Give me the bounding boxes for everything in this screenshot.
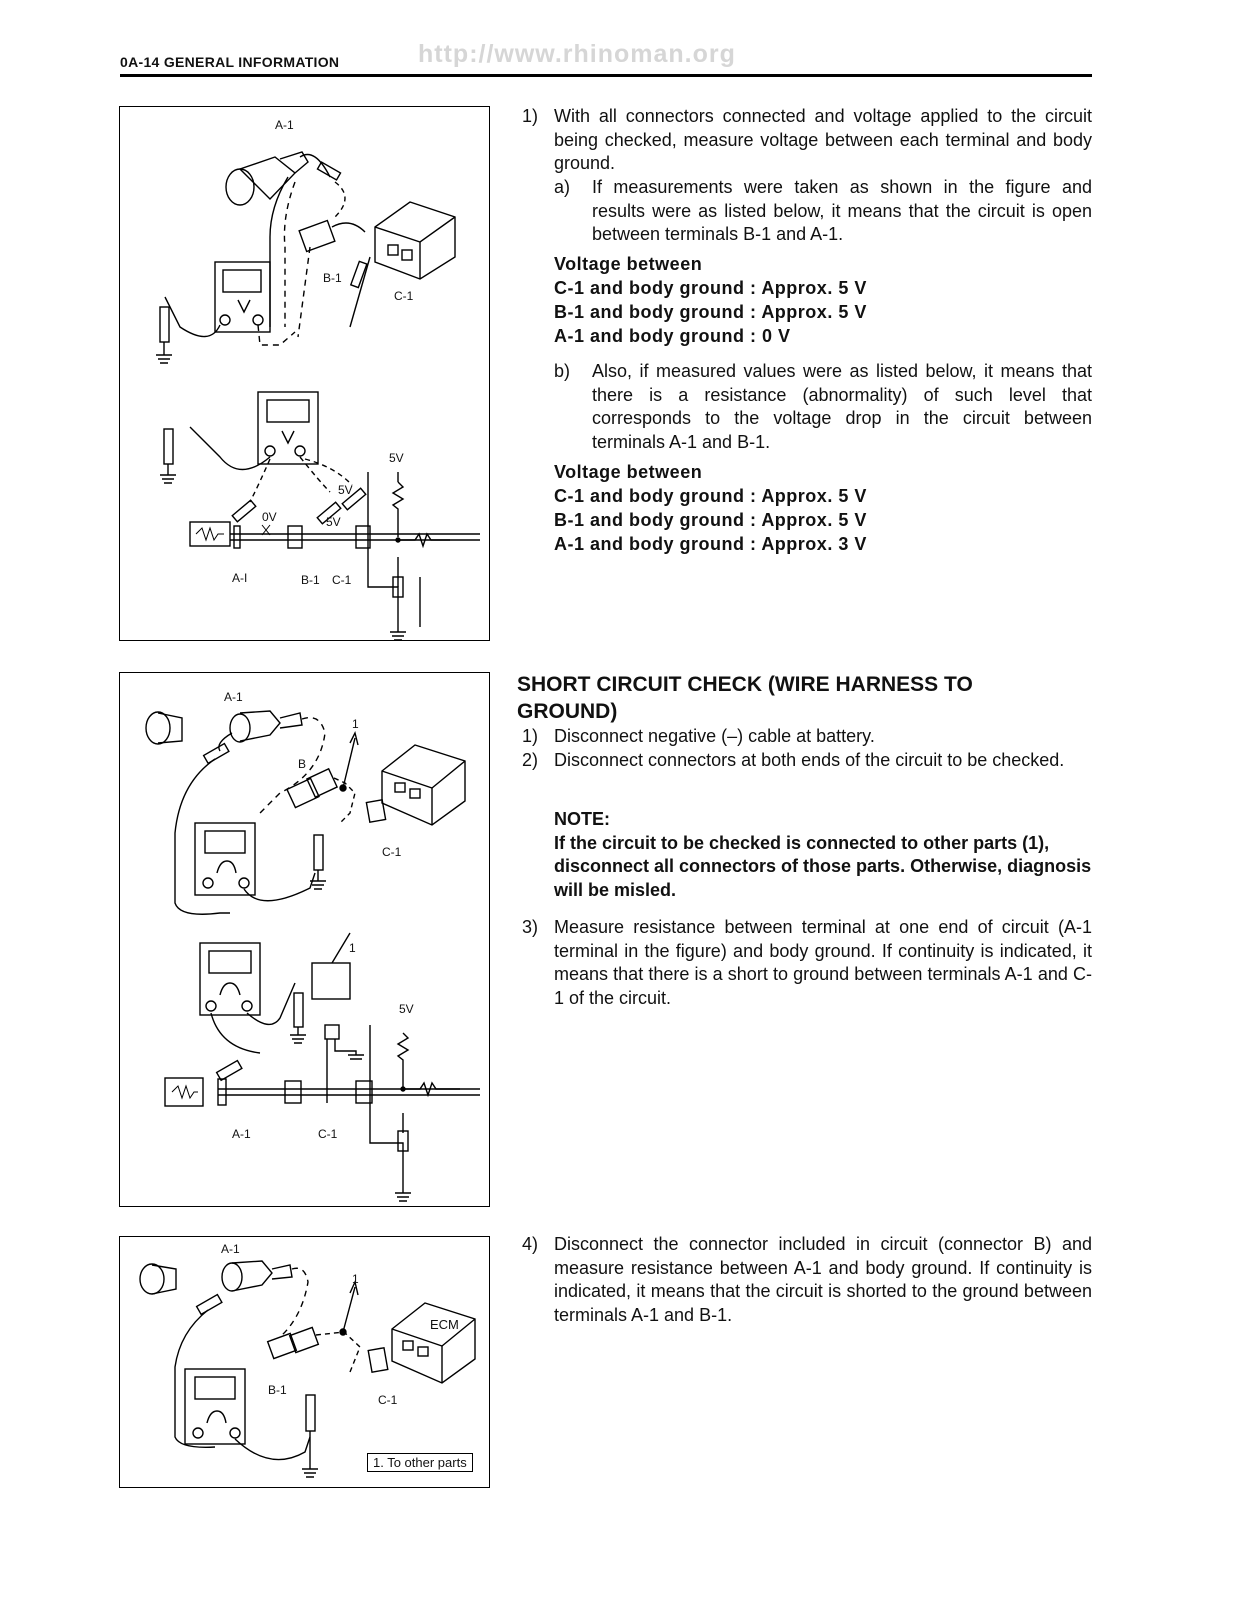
step-number: 3)	[522, 917, 539, 937]
voltage-block-a	[554, 252, 867, 348]
label-c1: C-1	[394, 289, 414, 303]
ohmmeter-3-icon	[185, 1369, 245, 1444]
sensor-a1-icon	[226, 152, 308, 205]
voltage-row: A-1 and body ground : 0 V	[554, 326, 791, 346]
label-5v-mid: 5V	[338, 483, 353, 497]
label-b: B	[298, 757, 307, 771]
figure-1-drawing	[120, 107, 489, 640]
voltage-row: B-1 and body ground : Approx. 5 V	[554, 302, 867, 322]
connector-b1-icon	[268, 1327, 319, 1358]
label-5v-top: 5V	[389, 451, 404, 465]
label-a1: A-1	[221, 1242, 240, 1256]
label-c1: C-1	[382, 845, 402, 859]
step-text: Also, if measured values were as listed below, it means that there is a resistance (abnormality) of such level that corresponds to the voltage drop in the circuit between terminals A-1 and B-1.	[592, 361, 1092, 452]
label-5v: 5V	[399, 1002, 414, 1016]
section1-step-a	[554, 176, 1092, 247]
voltage-row: B-1 and body ground : Approx. 5 V	[554, 510, 867, 530]
header-watermark-url: http://www.rhinoman.org	[418, 40, 736, 68]
section1-step-b	[554, 360, 1092, 454]
label-1: 1	[352, 717, 359, 731]
step-number: 1)	[522, 726, 539, 746]
sensor-a1-icon	[146, 712, 182, 744]
voltage-block-b	[554, 460, 867, 556]
ecm-box-icon	[382, 745, 465, 825]
header-title: 0A-14 GENERAL INFORMATION	[120, 54, 340, 70]
figure-caption: 1. To other parts	[367, 1453, 473, 1472]
figure-short-circuit-connector-b	[119, 1236, 490, 1488]
label-c1-lower: C-1	[332, 573, 352, 587]
voltmeter-1-icon	[215, 262, 270, 332]
label-a1: A-1	[224, 690, 243, 704]
step-text: Disconnect negative (–) cable at battery.	[554, 726, 875, 746]
heading-line: SHORT CIRCUIT CHECK (WIRE HARNESS TO	[517, 673, 973, 696]
step-text: If measurements were taken as shown in the figure and results were as listed below, it means that the circuit is open between terminals B-1 and A-1.	[592, 177, 1092, 244]
voltmeter-2-icon	[258, 392, 318, 464]
section2-step2	[522, 749, 1092, 773]
voltage-heading: Voltage between	[554, 254, 703, 274]
step-number: 4)	[522, 1234, 539, 1254]
connector-a1-icon	[222, 1261, 292, 1291]
voltage-row: C-1 and body ground : Approx. 5 V	[554, 278, 867, 298]
step-text: Disconnect connectors at both ends of the circuit to be checked.	[554, 750, 1065, 770]
other-part-box	[312, 963, 350, 999]
section2-note	[554, 808, 1092, 902]
ohmmeter-2-icon	[200, 943, 260, 1015]
figure-short-circuit-ground	[119, 672, 490, 1207]
label-1-lower: 1	[349, 941, 356, 955]
label-b1: B-1	[268, 1383, 287, 1397]
ecm-box-icon	[375, 202, 455, 279]
step-number: 1)	[522, 106, 539, 126]
section2-step1	[522, 725, 1092, 749]
heading-line: GROUND)	[517, 700, 618, 723]
ohmmeter-1-icon	[195, 823, 255, 895]
figure-open-circuit-voltage	[119, 106, 490, 641]
connector-b-icon	[287, 769, 337, 808]
label-5v-mid2: 5V	[326, 515, 341, 529]
step-text: Measure resistance between terminal at one end of circuit (A-1 terminal in the figure) and body ground. If continuity is indicated, it means that there is a short to ground between terminals A-1 and C-1 of the circuit.	[554, 917, 1092, 1008]
label-c1: C-1	[378, 1393, 398, 1407]
section2-step4	[522, 1233, 1092, 1327]
ecm-box-icon	[392, 1303, 475, 1383]
note-title: NOTE:	[554, 809, 610, 829]
step-letter: a)	[554, 177, 571, 197]
section1-step1	[522, 105, 1092, 176]
section2-step3	[522, 916, 1092, 1010]
label-0v: 0V	[262, 510, 277, 524]
figure-2-drawing	[120, 673, 489, 1206]
voltage-heading: Voltage between	[554, 462, 703, 482]
step-text: With all connectors connected and voltage applied to the circuit being checked, measure voltage between each terminal and body ground.	[554, 106, 1092, 173]
section2-heading	[517, 671, 1092, 725]
label-a1-lower: A-1	[232, 1127, 251, 1141]
connector-a1-icon	[230, 711, 302, 742]
label-b1-lower: B-1	[301, 573, 320, 587]
label-c1-lower: C-1	[318, 1127, 338, 1141]
label-b1: B-1	[323, 271, 342, 285]
label-a1: A-1	[275, 118, 294, 132]
voltage-row: A-1 and body ground : Approx. 3 V	[554, 534, 867, 554]
connector-b1-icon	[299, 221, 365, 252]
label-a1-lower: A-I	[232, 571, 248, 585]
step-letter: b)	[554, 361, 571, 381]
step-number: 2)	[522, 750, 539, 770]
label-ecm: ECM	[430, 1317, 459, 1332]
figure-3-drawing	[120, 1237, 489, 1487]
step-text: Disconnect the connector included in circuit (connector B) and measure resistance between A-1 and body ground. If continuity is indicated, it means that the circuit is shorted to the ground between terminals A-1 and B-1.	[554, 1234, 1092, 1325]
voltage-row: C-1 and body ground : Approx. 5 V	[554, 486, 867, 506]
sensor-a1-icon	[140, 1264, 176, 1294]
label-1: 1	[352, 1272, 359, 1286]
header-rule	[120, 74, 1092, 77]
note-text: If the circuit to be checked is connected to other parts (1), disconnect all connectors of those parts. Otherwise, diagnosis will be misled.	[554, 832, 1092, 900]
